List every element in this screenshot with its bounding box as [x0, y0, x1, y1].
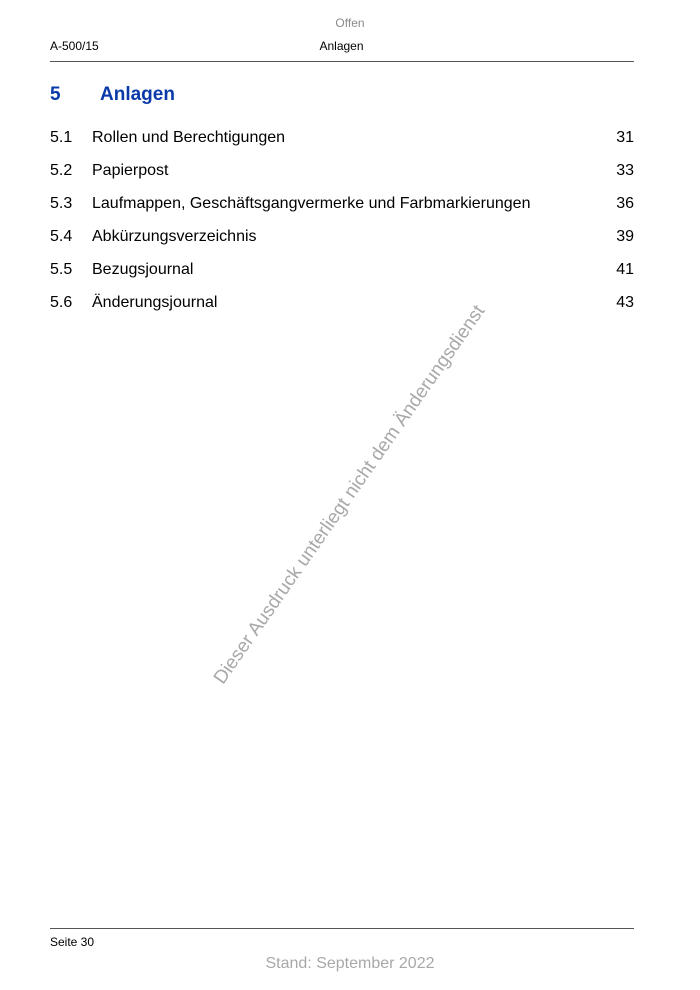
running-header-section: Anlagen — [319, 39, 364, 53]
toc-entry-title: Laufmappen, Geschäftsgangvermerke und Farbmarkierungen — [92, 195, 531, 212]
toc-entry-number: 5.6 — [50, 294, 73, 311]
toc-entry-number: 5.1 — [50, 129, 73, 146]
table-of-contents — [50, 129, 634, 327]
toc-entry-title: Änderungsjournal — [92, 294, 218, 311]
toc-entry-number: 5.2 — [50, 162, 73, 179]
footer-divider — [50, 928, 634, 929]
header-divider — [50, 61, 634, 62]
toc-entry-number: 5.5 — [50, 261, 73, 278]
toc-entry-title: Papierpost — [92, 162, 169, 179]
toc-entry-page: 31 — [616, 129, 634, 146]
toc-entry-page: 39 — [616, 228, 634, 245]
toc-entry-page: 33 — [616, 162, 634, 179]
toc-entry[interactable] — [50, 228, 634, 261]
toc-entry[interactable] — [50, 129, 634, 162]
toc-entry-title: Abkürzungsverzeichnis — [92, 228, 257, 245]
chapter-title: Anlagen — [100, 84, 175, 105]
toc-entry-page: 43 — [616, 294, 634, 311]
toc-entry[interactable] — [50, 261, 634, 294]
toc-entry-number: 5.3 — [50, 195, 73, 212]
toc-entry[interactable] — [50, 195, 634, 228]
toc-entry-page: 36 — [616, 195, 634, 212]
revision-date: Stand: September 2022 — [265, 955, 435, 972]
watermark-text: Dieser Ausdruck unterliegt nicht dem Änderungsdienst — [209, 301, 490, 689]
toc-entry[interactable] — [50, 294, 634, 327]
toc-entry-title: Bezugsjournal — [92, 261, 194, 278]
classification-label: Offen — [335, 16, 365, 30]
toc-entry-number: 5.4 — [50, 228, 73, 245]
toc-entry-page: 41 — [616, 261, 634, 278]
chapter-number: 5 — [50, 84, 61, 105]
toc-entry-title: Rollen und Berechtigungen — [92, 129, 286, 146]
toc-entry[interactable] — [50, 162, 634, 195]
document-id: A-500/15 — [50, 39, 99, 53]
page-number: Seite 30 — [50, 935, 95, 949]
